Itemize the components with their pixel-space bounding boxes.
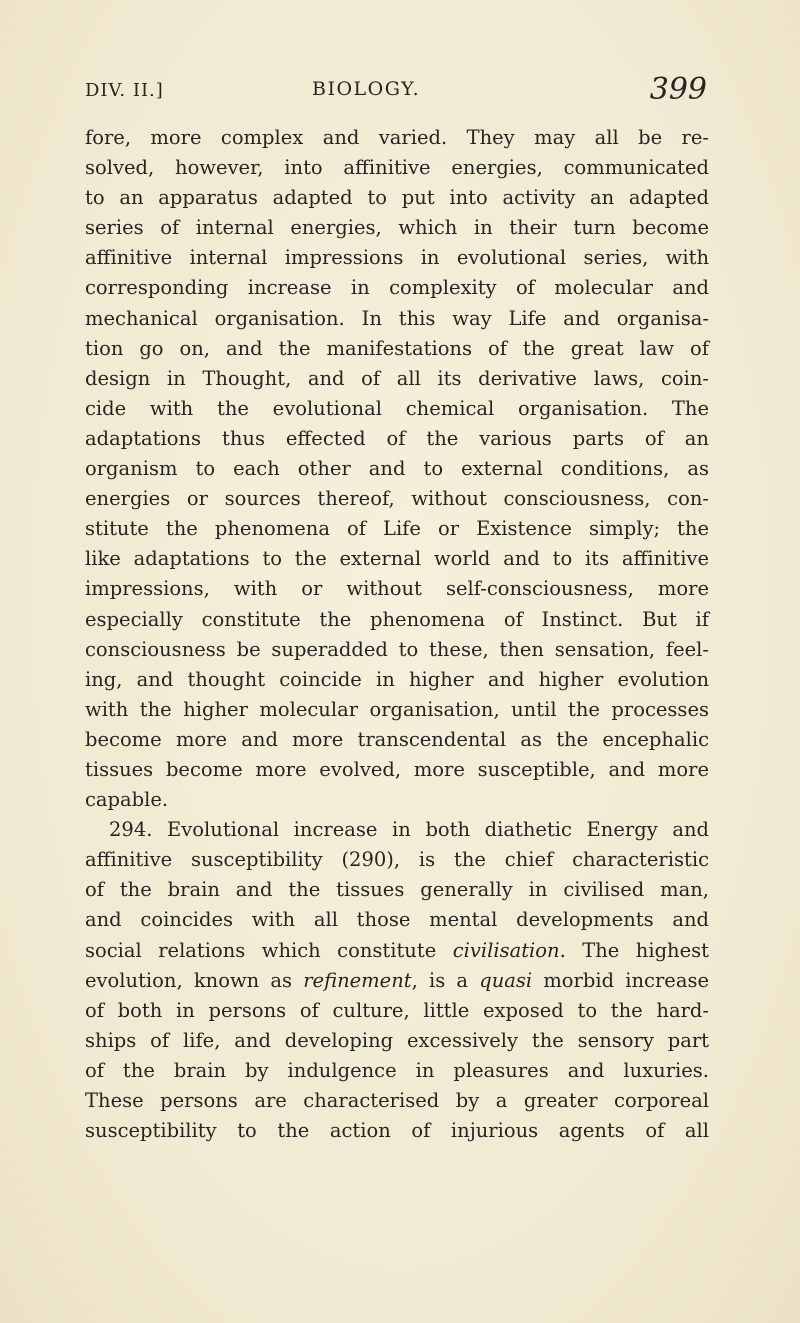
text-line: and coincides with all those mental developments and [85, 908, 709, 932]
text-line: of the brain by indulgence in pleasures and luxuries. [85, 1058, 709, 1082]
text-line: especially constitute the phenomena of Instinct. But if [85, 607, 709, 631]
text-line: ships of life, and developing excessively the sensory part [85, 1028, 709, 1052]
text-line: with the higher molecular organisation, until the processes [85, 697, 709, 721]
text-segment: morbid increase [532, 968, 709, 992]
text-line: of both in persons of culture, little exposed to the hard- [85, 998, 709, 1022]
text-line: tissues become more evolved, more susceptible, and more [85, 757, 709, 781]
text-line: affinitive susceptibility (290), is the chief characteristic [85, 848, 709, 872]
text-line: fore, more complex and varied. They may all be re- [85, 126, 709, 149]
text-segment: . The highest [559, 938, 710, 962]
text-line: to an apparatus adapted to put into activity an adapted [85, 186, 709, 210]
text-line: become more and more transcendental as the encephalic [85, 727, 709, 751]
text-line: of the brain and the tissues generally in civilised man, [85, 878, 709, 902]
text-line: mechanical organisation. In this way Life and organisa- [85, 306, 709, 330]
text-line: solved, however, into affinitive energies, communicated [85, 156, 709, 180]
text-line: adaptations thus effected of the various parts of an [85, 426, 709, 450]
text-line: like adaptations to the external world and to its affinitive [85, 547, 709, 571]
division-label: DIV. II.] [85, 80, 164, 101]
text-segment: , is a [411, 968, 469, 992]
text-line-with-italic [85, 936, 709, 966]
body-text [85, 123, 709, 1146]
italic-term-civilisation: civilisation [452, 938, 560, 962]
italic-term-refinement: refinement [303, 968, 412, 992]
text-line: corresponding increase in complexity of molecular and [85, 276, 709, 300]
text-segment: social relations which constitute [85, 938, 437, 962]
text-line: organism to each other and to external conditions, as [85, 457, 709, 481]
text-line: impressions, with or without self-consciousness, more [85, 577, 709, 601]
text-line: energies or sources thereof, without consciousness, con- [85, 487, 709, 511]
text-line: These persons are characterised by a greater corporeal [85, 1089, 709, 1112]
running-header [85, 66, 715, 106]
paragraph-end-line: capable. [85, 788, 169, 812]
text-line: series of internal energies, which in their turn become [85, 216, 709, 240]
page-number: 399 [649, 72, 707, 107]
paragraph-294-start: 294. Evolutional increase in both diathetic Energy and [109, 818, 709, 842]
text-line: ing, and thought coincide in higher and higher evolution [85, 667, 709, 691]
text-segment: evolution, known as [85, 968, 293, 992]
running-title: BIOLOGY. [312, 78, 421, 100]
text-line: cide with the evolutional chemical organisation. The [85, 396, 709, 420]
text-line: tion go on, and the manifestations of the great law of [85, 336, 709, 360]
text-line: stitute the phenomena of Life or Existence simply; the [85, 517, 709, 541]
text-line-with-italic [85, 966, 709, 996]
text-line: affinitive internal impressions in evolutional series, with [85, 246, 709, 270]
text-line: design in Thought, and of all its derivative laws, coin- [85, 366, 709, 390]
text-line: susceptibility to the action of injurious agents of all [85, 1119, 709, 1143]
text-line: consciousness be superadded to these, then sensation, feel- [85, 637, 709, 661]
italic-term-quasi: quasi [479, 968, 533, 992]
